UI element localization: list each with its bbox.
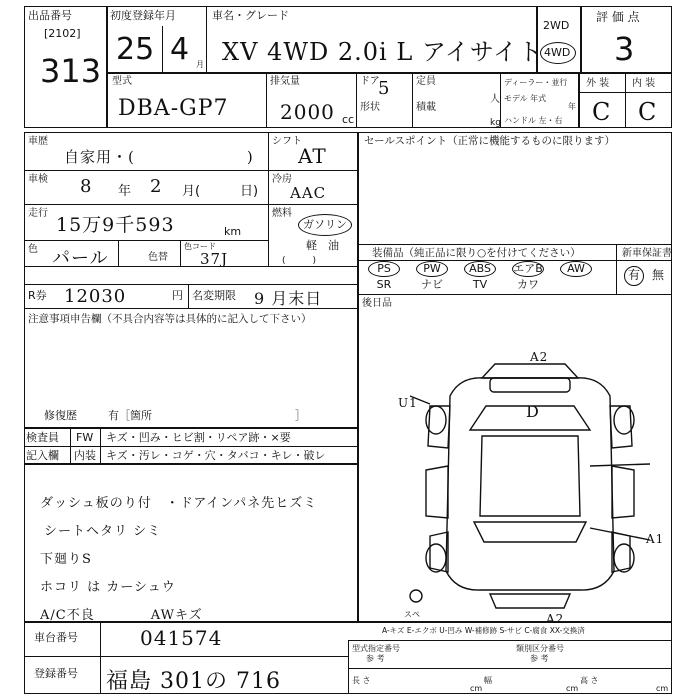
- lot-sub: [2102]: [44, 27, 81, 40]
- first-reg-label: 初度登録年月: [110, 9, 176, 22]
- fw-label: FW: [76, 431, 94, 444]
- diagram-mark-a2-top: A2: [530, 350, 549, 364]
- handle-label: ハンドル 左・右: [504, 116, 563, 125]
- equipment-circle: [368, 261, 400, 277]
- equipment-label: 装備品（純正品に限り○を付けてください）: [372, 247, 581, 259]
- inspection-month: 2: [150, 176, 163, 197]
- length-unit: cm: [470, 684, 483, 693]
- chassis-label: 車台番号: [34, 631, 78, 644]
- first-reg-year: 25: [116, 32, 155, 67]
- mileage-unit: km: [224, 225, 242, 238]
- color-code-label: 色コード: [184, 242, 216, 251]
- equipment-item: AW: [567, 262, 585, 275]
- inspection-day-unit: 日): [240, 184, 259, 199]
- history-label: 車歴: [28, 136, 48, 147]
- inspection-month-unit: 月(: [182, 184, 201, 199]
- fw-text: キズ・凹み・ヒビ割・リペア跡・×要: [106, 431, 291, 444]
- lot-label: 出品番号: [28, 9, 72, 22]
- inspection-label: 車検: [28, 174, 48, 185]
- name-expiry-label: 名変期限: [192, 289, 236, 302]
- diagram-mark-spare: スペ: [404, 610, 420, 619]
- height-label: 高 さ: [580, 676, 599, 685]
- equipment-item: エアB: [513, 262, 543, 275]
- spec-ref: 参 考: [366, 654, 385, 663]
- diagram-mark-a1: A1: [646, 532, 665, 546]
- rating-value: 3: [614, 30, 635, 68]
- color-value: パール: [52, 248, 109, 269]
- mileage-label: 走行: [28, 208, 48, 219]
- interior-check-label: 内装: [74, 449, 96, 462]
- name-grade-label: 車名・グレード: [212, 9, 289, 22]
- spec-label: 型式指定番号: [352, 644, 400, 653]
- equipment-circle: [512, 261, 544, 277]
- history-value: 自家用・( ): [64, 148, 254, 166]
- remark-line: A/C不良 AWキズ: [40, 608, 203, 623]
- model-value: DBA-GP7: [118, 96, 229, 121]
- equipment-item: カワ: [517, 278, 539, 291]
- equipment-item: PW: [423, 262, 441, 275]
- diagram-legend: A-キズ E-エクボ U-凹み W-補修跡 S-サビ C-腐食 XX-交換済: [382, 626, 585, 635]
- name-expiry-value: 9 月末日: [254, 289, 323, 308]
- fuel-other: ( ): [282, 256, 317, 266]
- chassis-value: 041574: [140, 626, 223, 650]
- warranty-label: 新車保証書: [622, 248, 672, 259]
- color-change-label: 色替: [148, 252, 168, 263]
- color-label: 色: [28, 244, 38, 255]
- recycle-unit: 円: [172, 289, 183, 302]
- shape-label: 形状: [360, 102, 380, 113]
- left-box: [24, 132, 358, 428]
- height-unit: cm: [656, 684, 669, 693]
- warranty-no: 無: [652, 268, 665, 282]
- displacement-value: 2000: [280, 100, 335, 124]
- interior-value: C: [638, 98, 658, 126]
- fuel-label: 燃料: [272, 208, 292, 219]
- ac-value: AAC: [290, 184, 327, 202]
- notes-label: 注意事項申告欄（不具合内容等は具体的に記入して下さい）: [28, 313, 312, 325]
- exterior-label: 外 装: [586, 78, 610, 89]
- equipment-item: PS: [377, 262, 391, 275]
- back-seat-label: 後日品: [362, 298, 392, 309]
- remark-line: ホコリ は カーシュウ: [40, 580, 176, 595]
- repair-value: 有［箇所 ］: [108, 409, 306, 422]
- first-reg-month-suffix: 月: [196, 60, 204, 69]
- doors-label: ドア: [360, 76, 380, 87]
- fuel-diesel: 軽 油: [306, 239, 339, 252]
- diagram-mark-u1: U1: [398, 396, 418, 410]
- load-label: 積載: [416, 102, 436, 113]
- car-diagram: [390, 346, 672, 620]
- width-unit: cm: [566, 684, 579, 693]
- rating-label: 評 価 点: [596, 10, 640, 24]
- warranty-yes: 有: [628, 268, 641, 282]
- class-label: 類別区分番号: [516, 644, 564, 653]
- equipment-circle: [560, 261, 592, 277]
- drive-2wd: 2WD: [543, 19, 570, 32]
- equipment-item: SR: [376, 278, 392, 291]
- remark-line: シートヘタリ シミ: [44, 524, 162, 539]
- capacity-label: 定員: [416, 76, 436, 87]
- inspection-year: 8: [80, 176, 93, 197]
- drive-4wd: 4WD: [544, 46, 571, 59]
- equipment-item: ナビ: [421, 278, 443, 291]
- capacity-unit: 人: [490, 94, 500, 105]
- ac-label: 冷房: [272, 174, 292, 185]
- inspection-year-unit: 年: [118, 184, 132, 199]
- equipment-circle: [464, 261, 496, 277]
- recycle-label: R券: [28, 289, 47, 302]
- doors-value: 5: [378, 78, 391, 99]
- year-unit: 年: [568, 102, 576, 111]
- repair-label: 修復歴: [44, 409, 77, 422]
- equipment-item: ABS: [469, 262, 491, 275]
- dealer-label: ディーラー・並行: [504, 78, 568, 87]
- diagram-mark-d: D: [526, 402, 540, 421]
- displacement-label: 排気量: [270, 76, 300, 87]
- first-reg-month: 4: [170, 32, 190, 67]
- reg-label: 登録番号: [34, 667, 78, 680]
- equipment-circle: [416, 261, 448, 277]
- recycle-value: 12030: [64, 286, 127, 307]
- length-label: 長 さ: [352, 676, 371, 685]
- name-grade-value: XV 4WD 2.0i L アイサイト: [222, 38, 544, 66]
- shift-label: シフト: [272, 136, 302, 147]
- reg-value: 福島 301の 716: [106, 669, 281, 694]
- exterior-value: C: [592, 98, 612, 126]
- model-year-label: モデル 年式: [504, 94, 547, 103]
- color-code-value: 37J: [200, 250, 229, 268]
- checker-label: 検査員: [26, 431, 59, 444]
- recorder-label: 記入欄: [26, 449, 59, 462]
- equipment-item: TV: [472, 278, 488, 291]
- width-label: 幅: [484, 676, 492, 685]
- remarks-box: [24, 464, 358, 622]
- lot-number: 313: [40, 52, 102, 90]
- remark-line: 下廻りS: [40, 552, 92, 567]
- sales-point-label: セールスポイント（正常に機能するものに限ります）: [364, 135, 616, 147]
- shift-value: AT: [298, 144, 327, 168]
- fuel-gasoline: ガソリン: [303, 218, 347, 231]
- load-unit: kg: [490, 118, 501, 128]
- remark-line: ダッシュ板のり付 ・ドアインパネ先ヒズミ: [40, 496, 318, 511]
- interior-label: 内 装: [632, 78, 656, 89]
- model-label: 型式: [112, 76, 132, 87]
- mileage-value: 15万9千593: [56, 214, 175, 236]
- interior-check-text: キズ・汚レ・コゲ・穴・タバコ・キレ・破レ: [106, 449, 326, 462]
- class-ref: 参 考: [530, 654, 549, 663]
- displacement-unit: cc: [342, 113, 355, 126]
- diagram-mark-a2-bottom: A2: [546, 612, 565, 626]
